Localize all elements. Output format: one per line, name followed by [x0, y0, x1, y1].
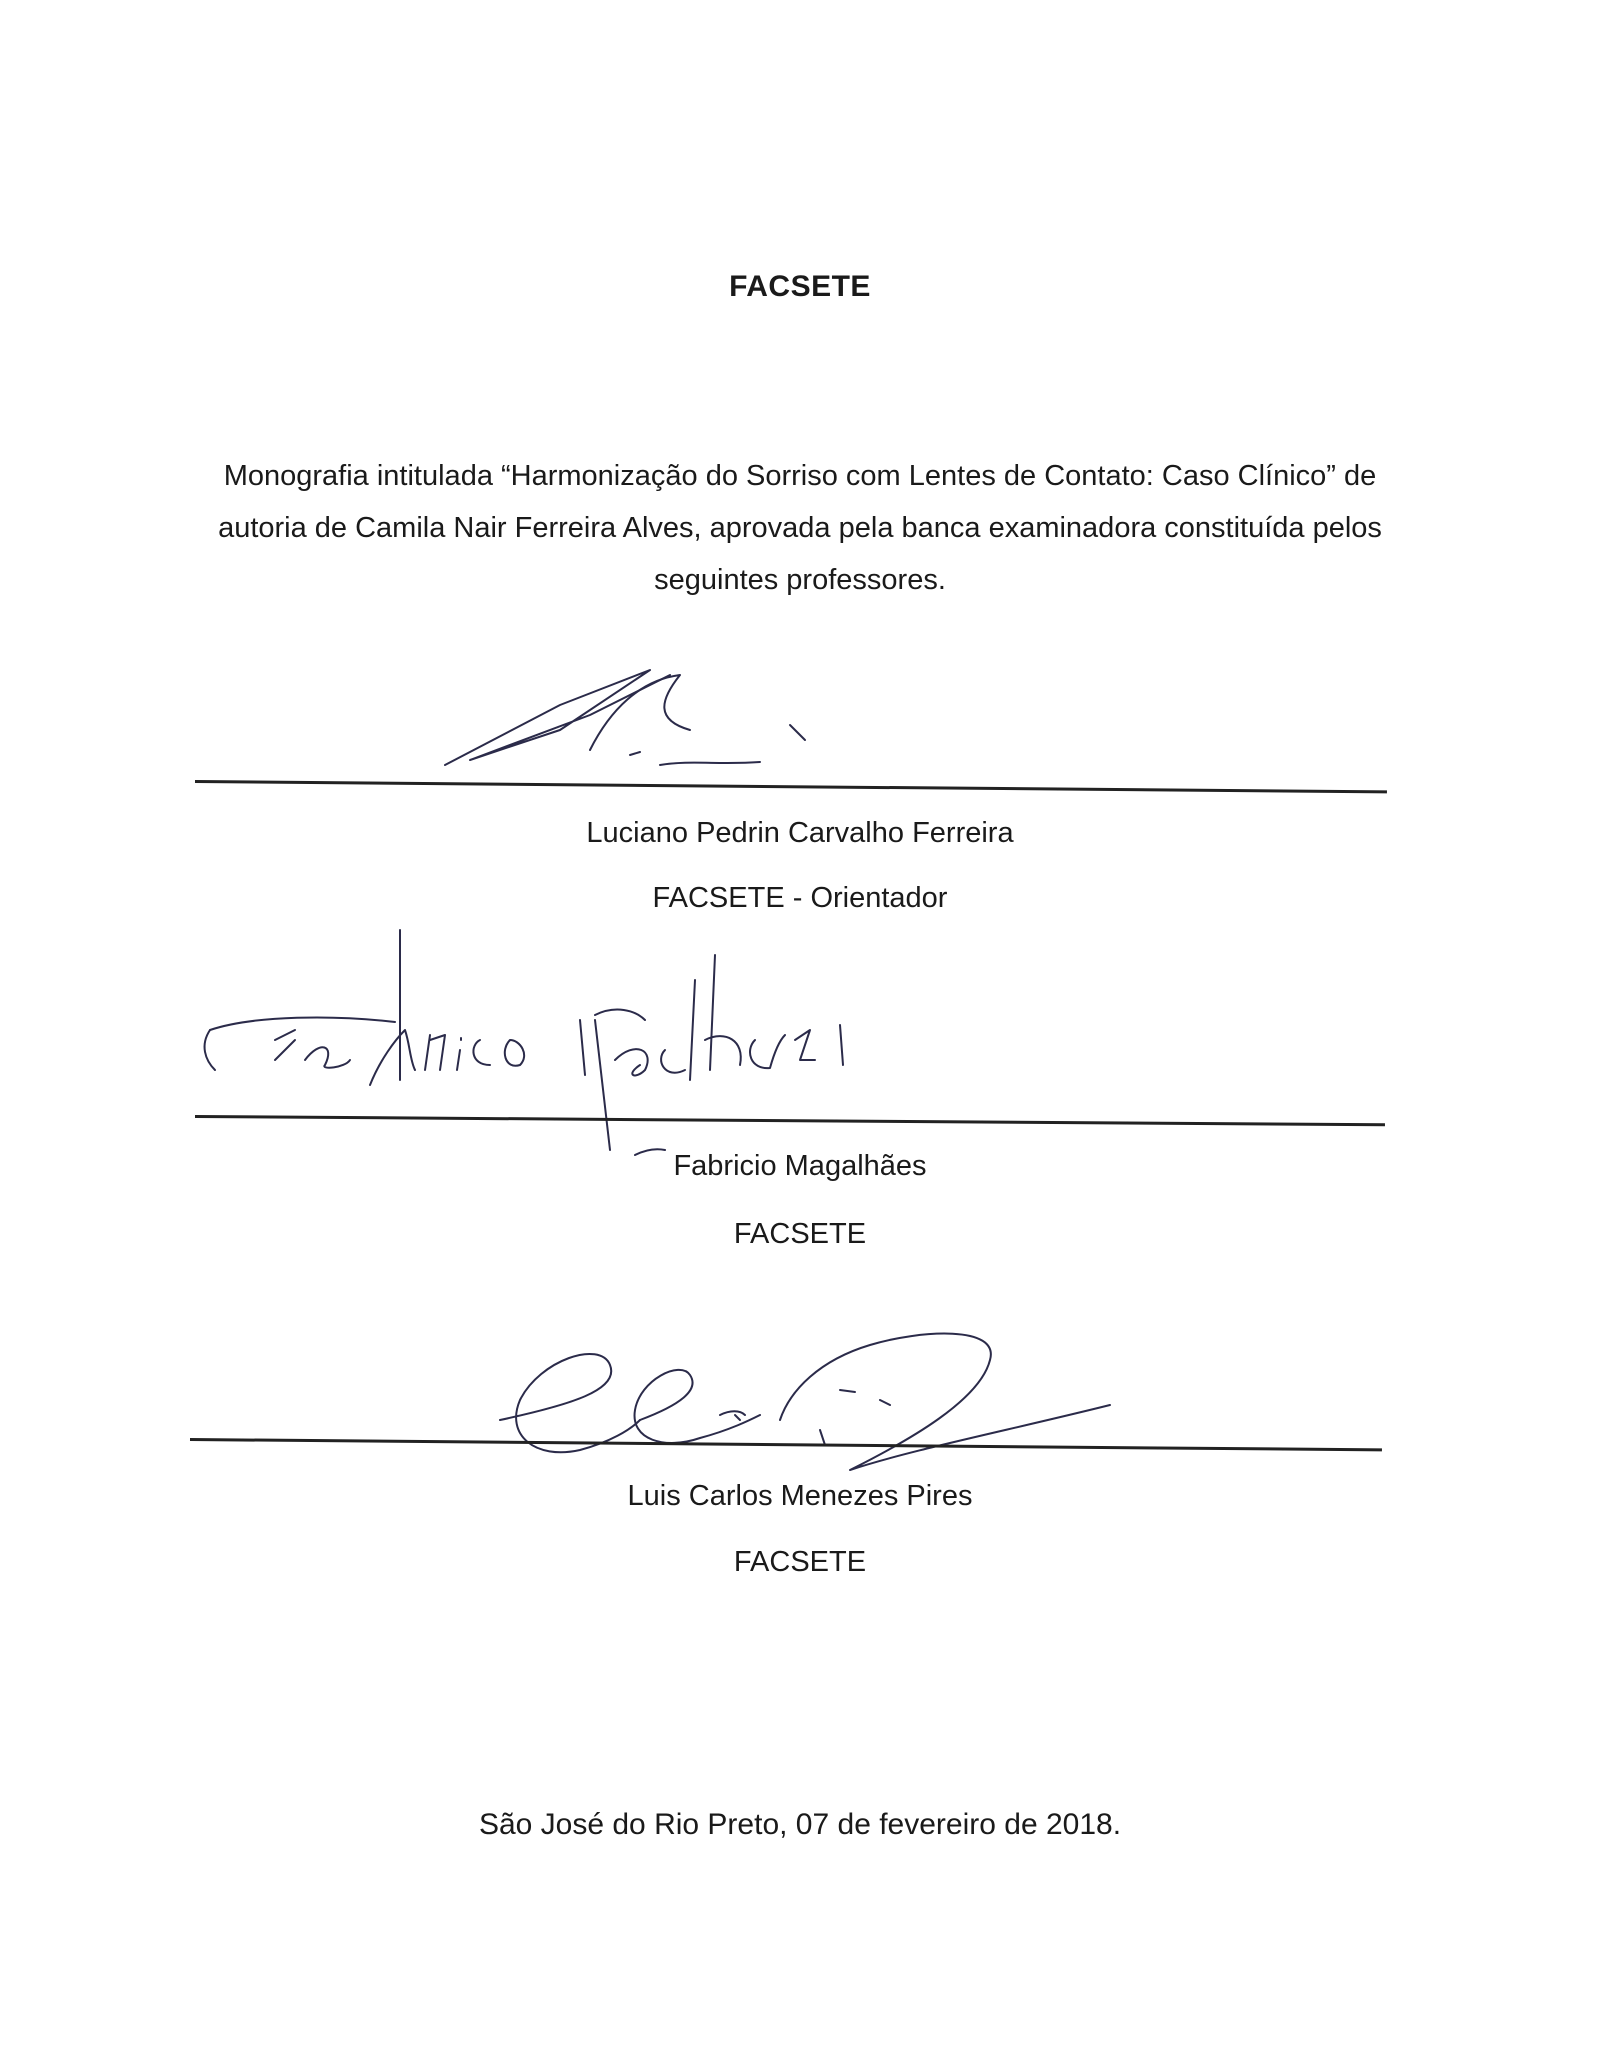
institution-header: FACSETE — [729, 270, 871, 303]
place-date: São José do Rio Preto, 07 de fevereiro de 2018. — [478, 1808, 1122, 1841]
signature-2 — [195, 920, 895, 1180]
examiner-name-2: Fabricio Magalhães — [673, 1150, 927, 1182]
approval-paragraph: Monografia intitulada “Harmonização do Sorriso com Lentes de Contato: Caso Clínico” de autoria de Camila Nair Ferreira Alves, aprovada pela banca examinadora constituída pelos seguintes professores. — [218, 460, 1382, 596]
examiner-role-1: FACSETE - Orientador — [652, 882, 948, 914]
signature-1 — [440, 660, 840, 780]
examiner-role-3: FACSETE — [733, 1546, 867, 1578]
examiner-name-3: Luis Carlos Menezes Pires — [627, 1480, 973, 1512]
signature-line-1 — [195, 780, 1387, 793]
examiner-name-1: Luciano Pedrin Carvalho Ferreira — [586, 817, 1014, 849]
signature-3 — [490, 1320, 1130, 1480]
examiner-role-2: FACSETE — [733, 1218, 867, 1250]
